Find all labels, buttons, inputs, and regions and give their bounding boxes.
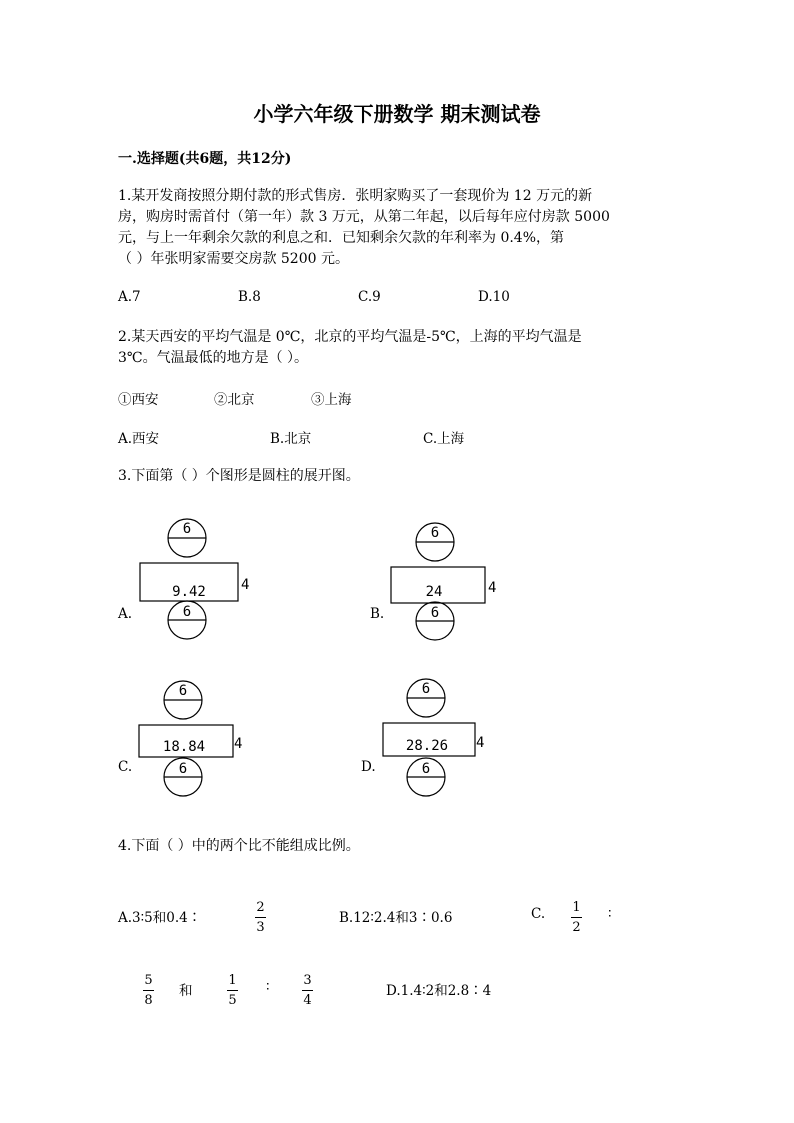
fraction-bar	[302, 990, 313, 991]
cylinder-net-figure-c	[134, 680, 254, 800]
figure-a-height: 4	[241, 577, 250, 593]
q4-option-a[interactable]: A.3∶5和0.4∶	[118, 910, 202, 926]
question-2	[118, 327, 678, 369]
q4-option-c-colon-2: ∶	[266, 979, 270, 995]
fraction-denominator: 8	[144, 993, 153, 1008]
figure-b-top-diameter: 6	[430, 525, 440, 541]
q1-option-b[interactable]: B.8	[238, 289, 261, 305]
question-2-line-2: 3℃。气温最低的地方是（ ）。	[118, 350, 309, 366]
figure-c-label[interactable]: C.	[118, 759, 133, 775]
q2-choice-3: ③上海	[311, 392, 352, 408]
q4-option-b[interactable]: B.12∶2.4和3∶0.6	[339, 910, 453, 926]
figure-a-label[interactable]: A.	[118, 606, 133, 622]
q2-option-a[interactable]: A.西安	[118, 431, 160, 447]
q4-option-c-fraction-1	[571, 900, 582, 935]
figure-d-bottom-diameter: 6	[421, 761, 431, 777]
question-1	[118, 186, 678, 270]
q2-choice-1: ①西安	[118, 392, 159, 408]
fraction-denominator: 4	[303, 993, 312, 1008]
figure-a-length: 9.42	[172, 584, 206, 600]
figure-d-height: 4	[476, 735, 485, 751]
q4-option-c[interactable]: C.	[531, 906, 546, 922]
question-1-line-4: （ ）年张明家需要交房款 5200 元。	[118, 251, 349, 267]
question-1-line-3: 元，与上一年剩余欠款的利息之和．已知剩余欠款的年利率为 0.4%，第	[118, 230, 565, 246]
q4-option-c-colon-1: ∶	[608, 906, 612, 922]
q4-option-a-fraction	[255, 900, 266, 935]
fraction-bar	[227, 990, 238, 991]
figure-c-height: 4	[234, 736, 243, 752]
fraction-numerator: 2	[256, 900, 265, 915]
q1-option-c[interactable]: C.9	[358, 289, 381, 305]
fraction-denominator: 2	[572, 920, 581, 935]
q4-option-c-fraction-3	[227, 973, 238, 1008]
figure-d-top-diameter: 6	[421, 681, 431, 697]
figure-b-length: 24	[425, 584, 443, 600]
figure-c-top-diameter: 6	[178, 683, 188, 699]
section-heading: 一.选择题(共6题，共12分)	[118, 151, 292, 167]
q2-choice-2: ②北京	[214, 392, 255, 408]
question-1-line-1: 1.某开发商按照分期付款的形式售房．张明家购买了一套现价为 12 万元的新	[118, 188, 593, 204]
question-2-line-1: 2.某天西安的平均气温是 0℃，北京的平均气温是-5℃，上海的平均气温是	[118, 329, 582, 345]
cylinder-net-figure-d	[378, 678, 498, 798]
fraction-numerator: 3	[303, 973, 312, 988]
fraction-numerator: 5	[144, 973, 153, 988]
question-1-line-2: 房，购房时需首付（第一年）款 3 万元，从第二年起，以后每年应付房款 5000	[118, 209, 610, 225]
figure-b-label[interactable]: B.	[370, 606, 385, 622]
question-4: 4.下面（ ）中的两个比不能组成比例。	[118, 838, 360, 854]
q2-option-b[interactable]: B.北京	[270, 431, 312, 447]
q2-option-c[interactable]: C.上海	[423, 431, 465, 447]
figure-c-length: 18.84	[162, 739, 206, 755]
figure-b-bottom-diameter: 6	[430, 605, 440, 621]
fraction-bar	[255, 917, 266, 918]
fraction-numerator: 1	[572, 900, 581, 915]
figure-b-height: 4	[488, 580, 497, 596]
fraction-bar	[571, 917, 582, 918]
figure-d-length: 28.26	[405, 738, 449, 754]
q1-option-d[interactable]: D.10	[478, 289, 510, 305]
figure-d-label[interactable]: D.	[361, 759, 376, 775]
figure-a-bottom-diameter: 6	[182, 604, 192, 620]
q4-option-c-fraction-2	[143, 973, 154, 1008]
cylinder-net-figure-a	[135, 518, 255, 644]
q1-option-a[interactable]: A.7	[118, 289, 141, 305]
fraction-denominator: 5	[228, 993, 237, 1008]
fraction-numerator: 1	[228, 973, 237, 988]
question-3: 3.下面第（ ）个图形是圆柱的展开图。	[118, 468, 360, 484]
cylinder-net-figure-b	[386, 522, 506, 644]
page-title: 小学六年级下册数学 期末测试卷	[253, 102, 541, 126]
figure-c-bottom-diameter: 6	[178, 761, 188, 777]
q4-option-d[interactable]: D.1.4∶2和2.8∶4	[386, 983, 492, 999]
figure-a-top-diameter: 6	[182, 521, 192, 537]
q4-option-c-fraction-4	[302, 973, 313, 1008]
fraction-denominator: 3	[256, 920, 265, 935]
fraction-bar	[143, 990, 154, 991]
q4-option-c-and: 和	[179, 983, 193, 999]
